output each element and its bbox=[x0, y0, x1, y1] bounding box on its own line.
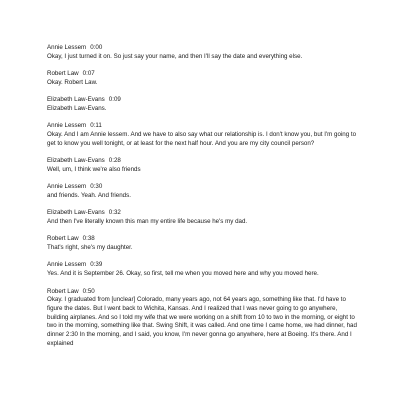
utterance-text: Yes. And it is September 26. Okay, so first, tell me when you moved here and why you moved here. bbox=[47, 270, 319, 278]
timestamp: 0:11 bbox=[90, 122, 102, 130]
speaker-line bbox=[47, 122, 359, 131]
timestamp: 0:32 bbox=[108, 209, 121, 217]
timestamp: 0:00 bbox=[90, 44, 103, 51]
utterance-text: Okay. Robert Law. bbox=[47, 78, 98, 86]
timestamp: 0:30 bbox=[90, 183, 103, 191]
transcript-entry bbox=[47, 70, 359, 87]
speaker-name: Robert Law bbox=[47, 70, 79, 78]
utterance-text: Elizabeth Law-Evans. bbox=[47, 104, 107, 112]
transcript-entry bbox=[47, 44, 359, 61]
transcript bbox=[47, 44, 359, 357]
speaker-line bbox=[47, 70, 359, 79]
transcript-entry bbox=[47, 209, 359, 226]
speaker-line bbox=[47, 261, 359, 270]
utterance-text: That's right, she's my daughter. bbox=[47, 244, 133, 252]
transcript-entry bbox=[47, 122, 359, 148]
speaker-name: Annie Lessem bbox=[47, 183, 87, 191]
speaker-name: Elizabeth Law-Evans bbox=[47, 157, 105, 165]
utterance-text: Okay, I just turned it on. So just say your name, and then I'll say the date and everything else. bbox=[47, 52, 303, 60]
timestamp: 0:07 bbox=[82, 70, 95, 78]
speaker-name: Annie Lessem bbox=[47, 44, 87, 51]
speaker-name: Elizabeth Law-Evans bbox=[47, 209, 105, 217]
speaker-line bbox=[47, 288, 359, 297]
speaker-name: Elizabeth Law-Evans bbox=[47, 96, 105, 104]
speaker-name: Robert Law bbox=[47, 235, 79, 243]
transcript-entry bbox=[47, 157, 359, 174]
speaker-line bbox=[47, 96, 359, 105]
utterance-text: And then I've literally known this man my entire life because he's my dad. bbox=[47, 217, 248, 225]
transcript-entry bbox=[47, 96, 359, 113]
speaker-line bbox=[47, 44, 359, 53]
speaker-name: Annie Lessem bbox=[47, 122, 87, 130]
utterance-text: Okay. And I am Annie lessem. And we have to also say what our relationship is. I don't know you, but I'm going to get to know you well tonight, or at least for the next half hour. And you are my city council person? bbox=[47, 130, 357, 147]
transcript-entry bbox=[47, 288, 359, 349]
timestamp: 0:38 bbox=[82, 235, 95, 243]
timestamp: 0:50 bbox=[82, 287, 95, 295]
transcript-entry bbox=[47, 183, 359, 200]
transcript-entry bbox=[47, 235, 359, 252]
speaker-line bbox=[47, 209, 359, 218]
speaker-name: Annie Lessem bbox=[47, 261, 87, 269]
speaker-line bbox=[47, 235, 359, 244]
utterance-text: Well, um, I think we're also friends bbox=[47, 165, 141, 173]
utterance-text: and friends. Yeah. And friends. bbox=[47, 191, 131, 199]
timestamp: 0:39 bbox=[90, 261, 103, 269]
speaker-line bbox=[47, 183, 359, 192]
transcript-entry bbox=[47, 261, 359, 278]
speaker-name: Robert Law bbox=[47, 287, 79, 295]
speaker-line bbox=[47, 157, 359, 166]
timestamp: 0:28 bbox=[108, 157, 121, 165]
timestamp: 0:09 bbox=[108, 96, 121, 104]
utterance-text: Okay. I graduated from [unclear] Colorado, many years ago, not 64 years ago, something like that. I'd have to figure the dates. But I went back to Wichita, Kansas. And I realized that I was never going to go anywhere, building airplanes. And so I told my wife that we were working on a shift from 10 to two in the morning, or eight to two in the morning, something like that. Swing Shift, it was called. And one time I came home, we had dinner, had dinner 2:30 In the morning, and I said, you know, I'm never gonna go anywhere, here at Boeing. It's there. And I explained bbox=[47, 296, 357, 347]
